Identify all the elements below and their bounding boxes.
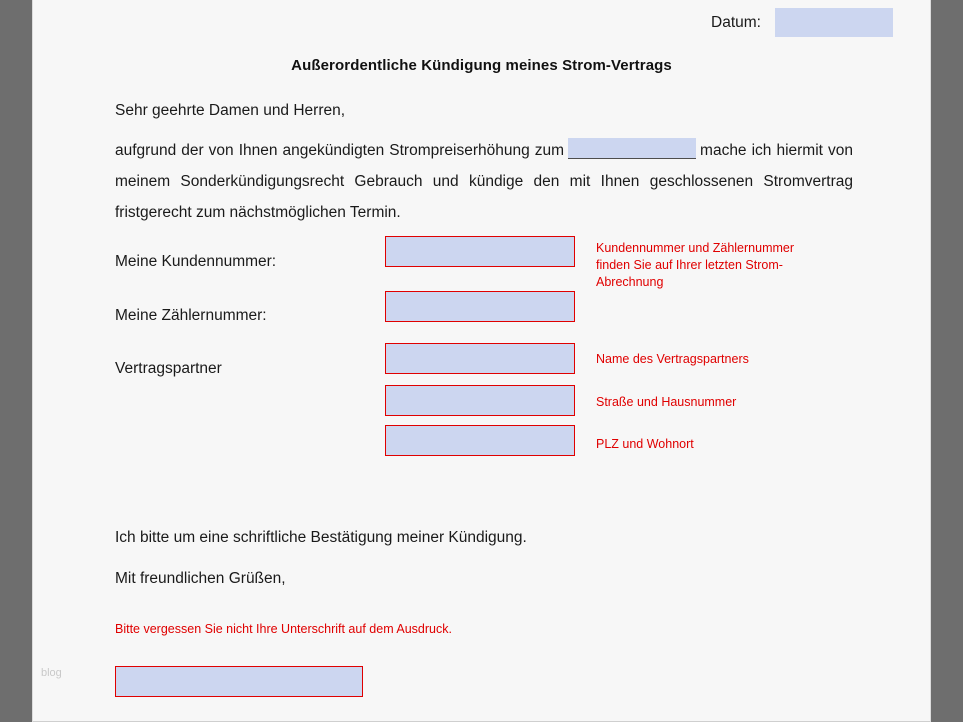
note-contract-partner: Name des Vertragspartners	[596, 352, 749, 366]
closing-greeting-text: Mit freundlichen Grüßen,	[115, 570, 286, 587]
watermark-text: blog	[41, 667, 62, 679]
page-title: Außerordentliche Kündigung meines Strom-Vertrags	[291, 57, 672, 74]
paragraph-part-2: mache ich hiermit von meinem Sonderkündigungsrecht Gebrauch und kündige den mit Ihnen geschlossenen Stromvertrag fristgerecht zum nächstmöglichen Termin.	[115, 142, 853, 221]
input-signature[interactable]	[115, 666, 363, 697]
input-contract-partner[interactable]	[385, 343, 575, 374]
price-increase-date-input[interactable]	[568, 138, 696, 159]
document-page	[33, 0, 930, 722]
main-paragraph	[115, 135, 853, 228]
salutation-text: Sehr geehrte Damen und Herren,	[115, 102, 346, 119]
label-meter-number: Meine Zählernummer:	[115, 307, 267, 324]
note-street: Straße und Hausnummer	[596, 395, 737, 409]
date-label: Datum:	[711, 13, 761, 31]
input-meter-number[interactable]	[385, 291, 575, 322]
note-postal: PLZ und Wohnort	[596, 437, 694, 451]
label-customer-number: Meine Kundennummer:	[115, 253, 277, 270]
input-street-address[interactable]	[385, 385, 575, 416]
label-contract-partner: Vertragspartner	[115, 360, 222, 377]
paragraph-part-1: aufgrund der von Ihnen angekündigten Strompreiserhöhung zum	[115, 142, 565, 159]
closing-request-text: Ich bitte um eine schriftliche Bestätigung meiner Kündigung.	[115, 529, 527, 546]
input-customer-number[interactable]	[385, 236, 575, 267]
note-signature: Bitte vergessen Sie nicht Ihre Unterschrift auf dem Ausdruck.	[115, 622, 452, 636]
date-row	[33, 8, 930, 37]
input-postal-city[interactable]	[385, 425, 575, 456]
note-customer-meter: Kundennummer und Zählernummer finden Sie auf Ihrer letzten Strom-Abrechnung	[596, 241, 795, 289]
date-input[interactable]	[775, 8, 893, 37]
